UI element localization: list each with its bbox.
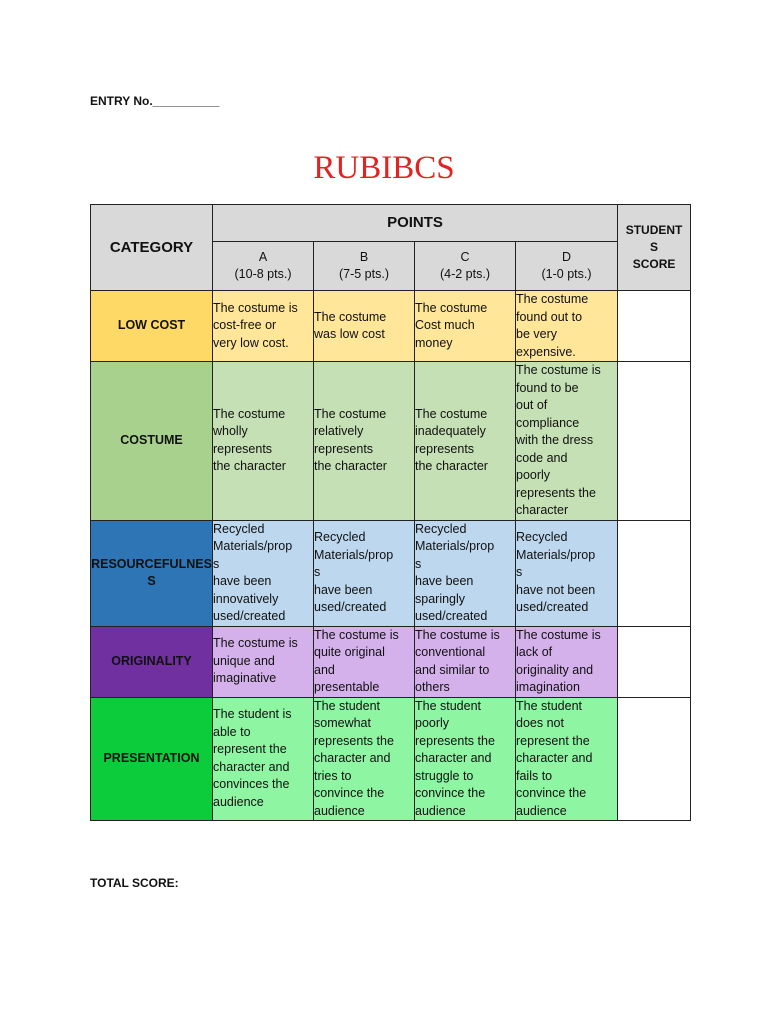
student-score-cell[interactable] bbox=[618, 291, 691, 362]
criterion-cell: Recycled Materials/prop s have been innovatively used/created bbox=[213, 520, 314, 626]
grade-letter: B bbox=[359, 250, 369, 264]
table-row-low-cost bbox=[91, 291, 691, 362]
category-header: CATEGORY bbox=[91, 205, 213, 291]
criterion-cell: The costume is quite original and presentable bbox=[314, 626, 415, 697]
criterion-cell: The costume wholly represents the character bbox=[213, 362, 314, 521]
student-score-header: STUDENT S SCORE bbox=[618, 205, 691, 291]
criterion-cell: The costume is cost-free or very low cost. bbox=[213, 291, 314, 362]
criterion-cell: The costume is found to be out of compliance with the dress code and poorly represents the character bbox=[516, 362, 618, 521]
grade-range: (7-5 pts.) bbox=[338, 267, 389, 281]
grade-a-header bbox=[213, 242, 314, 291]
category-low-cost: LOW COST bbox=[91, 291, 213, 362]
table-row-costume bbox=[91, 362, 691, 521]
table-row-originality bbox=[91, 626, 691, 697]
rubric-table bbox=[90, 204, 691, 821]
student-score-cell[interactable] bbox=[618, 362, 691, 521]
criterion-cell: The costume Cost much money bbox=[415, 291, 516, 362]
grade-range: (1-0 pts.) bbox=[541, 267, 592, 281]
criterion-cell: The costume relatively represents the character bbox=[314, 362, 415, 521]
criterion-cell: The costume found out to be very expensive. bbox=[516, 291, 618, 362]
criterion-cell: The costume was low cost bbox=[314, 291, 415, 362]
grade-letter: C bbox=[460, 250, 470, 264]
grade-letter: A bbox=[258, 250, 268, 264]
student-score-cell[interactable] bbox=[618, 520, 691, 626]
points-header: POINTS bbox=[213, 205, 618, 242]
criterion-cell: The student somewhat represents the character and tries to convince the audience bbox=[314, 697, 415, 821]
grade-b-header bbox=[314, 242, 415, 291]
header-row-points bbox=[91, 205, 691, 242]
category-costume: COSTUME bbox=[91, 362, 213, 521]
criterion-cell: The costume is conventional and similar to others bbox=[415, 626, 516, 697]
category-originality: ORIGINALITY bbox=[91, 626, 213, 697]
student-score-cell[interactable] bbox=[618, 697, 691, 821]
table-row-resourcefulness bbox=[91, 520, 691, 626]
student-score-cell[interactable] bbox=[618, 626, 691, 697]
grade-range: (4-2 pts.) bbox=[439, 267, 490, 281]
category-resourcefulness: RESOURCEFULNES S bbox=[91, 520, 213, 626]
category-presentation: PRESENTATION bbox=[91, 697, 213, 821]
criterion-cell: The student does not represent the character and fails to convince the audience bbox=[516, 697, 618, 821]
grade-letter: D bbox=[562, 250, 572, 264]
criterion-cell: The costume inadequately represents the character bbox=[415, 362, 516, 521]
criterion-cell: The student poorly represents the character and struggle to convince the audience bbox=[415, 697, 516, 821]
entry-number-label: ENTRY No.__________ bbox=[90, 94, 220, 108]
grade-range: (10-8 pts.) bbox=[234, 267, 292, 281]
page-title: RUBIBCS bbox=[313, 150, 455, 186]
table-row-presentation bbox=[91, 697, 691, 821]
criterion-cell: Recycled Materials/prop s have been used/created bbox=[314, 520, 415, 626]
criterion-cell: The costume is lack of originality and imagination bbox=[516, 626, 618, 697]
criterion-cell: The student is able to represent the character and convinces the audience bbox=[213, 697, 314, 821]
criterion-cell: Recycled Materials/prop s have been sparingly used/created bbox=[415, 520, 516, 626]
criterion-cell: The costume is unique and imaginative bbox=[213, 626, 314, 697]
criterion-cell: Recycled Materials/prop s have not been used/created bbox=[516, 520, 618, 626]
grade-d-header bbox=[516, 242, 618, 291]
grade-c-header bbox=[415, 242, 516, 291]
total-score-label: TOTAL SCORE: bbox=[90, 876, 179, 890]
